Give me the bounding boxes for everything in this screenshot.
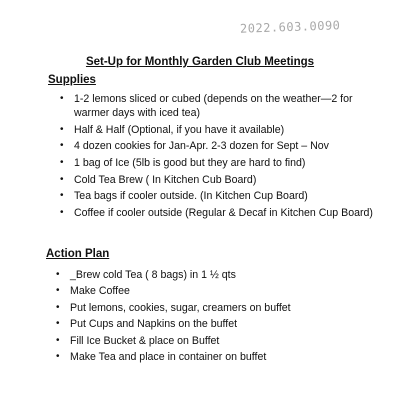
supplies-item xyxy=(60,206,385,220)
bullet-icon: • xyxy=(60,123,64,135)
action-plan-item xyxy=(56,301,376,315)
bullet-icon: • xyxy=(56,318,60,330)
supplies-heading: Supplies xyxy=(48,74,96,86)
supplies-list xyxy=(60,92,385,222)
supplies-item-text: 1 bag of Ice (5lb is good but they are hard to find) xyxy=(74,156,306,169)
action-plan-item-text: Fill Ice Bucket & place on Buffet xyxy=(70,334,220,347)
bullet-icon: • xyxy=(60,93,64,104)
supplies-item-text: Cold Tea Brew ( In Kitchen Cub Board) xyxy=(74,173,257,186)
action-plan-item xyxy=(56,350,376,364)
supplies-item xyxy=(60,156,385,170)
supplies-item-text: Half & Half (Optional, if you have it available) xyxy=(74,123,285,136)
supplies-item xyxy=(60,123,385,137)
action-plan-item xyxy=(56,284,376,298)
action-plan-item xyxy=(56,268,376,282)
action-plan-item-text: Put Cups and Napkins on the buffet xyxy=(70,318,238,331)
action-plan-item xyxy=(56,317,376,331)
supplies-item-text: 1-2 lemons sliced or cubed (depends on the weather—2 for warmer days with iced tea) xyxy=(74,93,353,120)
action-plan-list xyxy=(56,268,376,366)
bullet-icon: • xyxy=(56,301,60,313)
supplies-item xyxy=(60,139,385,153)
action-plan-heading: Action Plan xyxy=(46,248,110,260)
bullet-icon: • xyxy=(56,334,60,346)
document-title: Set-Up for Monthly Garden Club Meetings xyxy=(85,56,315,68)
supplies-item-text: 4 dozen cookies for Jan-Apr. 2-3 dozen for Sept – Nov xyxy=(74,140,329,153)
accession-number-stamp: 2022.603.0090 xyxy=(239,18,341,36)
bullet-icon: • xyxy=(60,156,64,168)
supplies-item xyxy=(60,92,385,120)
action-plan-item xyxy=(56,334,376,348)
action-plan-item-text: Put lemons, cookies, sugar, creamers on buffet xyxy=(70,301,291,314)
action-plan-item-text: Make Coffee xyxy=(70,285,130,298)
bullet-icon: • xyxy=(56,350,60,362)
supplies-item xyxy=(60,189,385,203)
bullet-icon: • xyxy=(56,285,60,297)
supplies-item-text: Coffee if cooler outside (Regular & Decaf in Kitchen Cup Board) xyxy=(74,206,373,219)
supplies-item-text: Tea bags if cooler outside. (In Kitchen Cup Board) xyxy=(74,190,308,203)
bullet-icon: • xyxy=(60,190,64,202)
bullet-icon: • xyxy=(60,206,64,218)
bullet-icon: • xyxy=(56,269,60,280)
supplies-item xyxy=(60,173,385,187)
bullet-icon: • xyxy=(60,140,64,152)
bullet-icon: • xyxy=(60,173,64,185)
action-plan-item-text: _Brew cold Tea ( 8 bags) in 1 ½ qts xyxy=(70,269,236,281)
action-plan-item-text: Make Tea and place in container on buffet xyxy=(70,350,267,363)
